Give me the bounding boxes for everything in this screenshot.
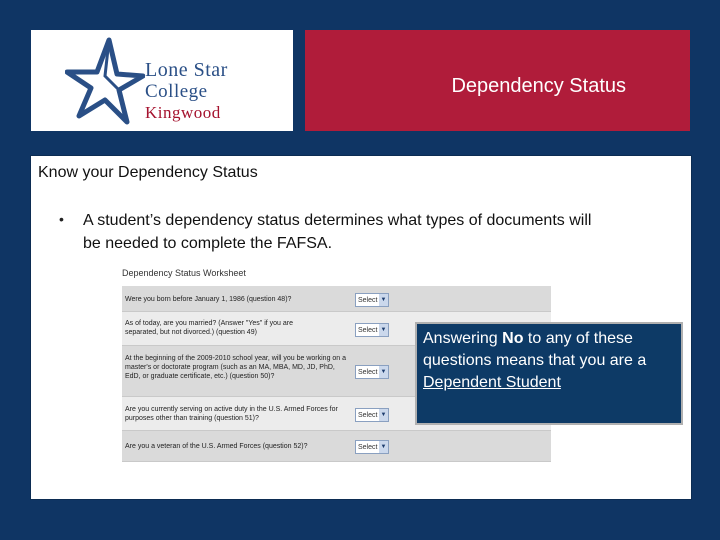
worksheet-question: Are you a veteran of the U.S. Armed Forces (question 52)? bbox=[125, 443, 308, 450]
chevron-down-icon: ▼ bbox=[379, 366, 388, 378]
logo-line-2: College bbox=[145, 81, 208, 102]
callout-box bbox=[415, 322, 683, 425]
content-heading: Know your Dependency Status bbox=[38, 164, 258, 181]
worksheet-question: As of today, are you married? (Answer "Yes" if you are separated, but not divorced.) (question 49) bbox=[125, 320, 293, 336]
content-panel bbox=[30, 155, 692, 500]
logo-line-3: Kingwood bbox=[145, 103, 221, 122]
chevron-down-icon: ▼ bbox=[379, 324, 388, 336]
answer-select[interactable] bbox=[355, 440, 389, 454]
answer-select[interactable] bbox=[355, 323, 389, 337]
logo-line-1: Lone Star bbox=[145, 59, 228, 81]
worksheet-row bbox=[122, 286, 551, 312]
college-logo bbox=[31, 30, 293, 131]
select-value: Select bbox=[358, 411, 378, 419]
worksheet-title: Dependency Status Worksheet bbox=[122, 268, 246, 278]
select-value: Select bbox=[358, 443, 378, 451]
chevron-down-icon: ▼ bbox=[379, 294, 388, 306]
slide-title: Dependency Status bbox=[451, 75, 626, 97]
callout-text-1: Answering bbox=[423, 330, 503, 347]
star-logo-icon bbox=[65, 36, 145, 126]
chevron-down-icon: ▼ bbox=[379, 409, 388, 421]
worksheet-row bbox=[122, 431, 551, 462]
worksheet-question: At the beginning of the 2009-2010 school year, will you be working on a master's or doctorate program (such as an MA, MBA, MD, JD, PhD, EdD, or graduate certificate, etc.) (question 50)? bbox=[125, 355, 347, 380]
select-value: Select bbox=[358, 368, 378, 376]
chevron-down-icon: ▼ bbox=[379, 441, 388, 453]
callout-text-2: to any of these questions means that you are a bbox=[423, 330, 647, 369]
callout-bold-no: No bbox=[502, 330, 524, 347]
logo-wordmark bbox=[145, 60, 228, 121]
answer-select[interactable] bbox=[355, 408, 389, 422]
select-value: Select bbox=[358, 326, 378, 334]
answer-select[interactable] bbox=[355, 293, 389, 307]
callout-dependent-student: Dependent Student bbox=[423, 374, 561, 391]
select-value: Select bbox=[358, 296, 378, 304]
bullet-text: A student’s dependency status determines what types of documents will be needed to complete the FAFSA. bbox=[83, 212, 592, 252]
worksheet-question: Are you currently serving on active duty in the U.S. Armed Forces for purposes other than training (question 51)? bbox=[125, 406, 338, 422]
worksheet-question: Were you born before January 1, 1986 (question 48)? bbox=[125, 296, 292, 303]
bullet-dot: • bbox=[59, 211, 64, 227]
answer-select[interactable] bbox=[355, 365, 389, 379]
